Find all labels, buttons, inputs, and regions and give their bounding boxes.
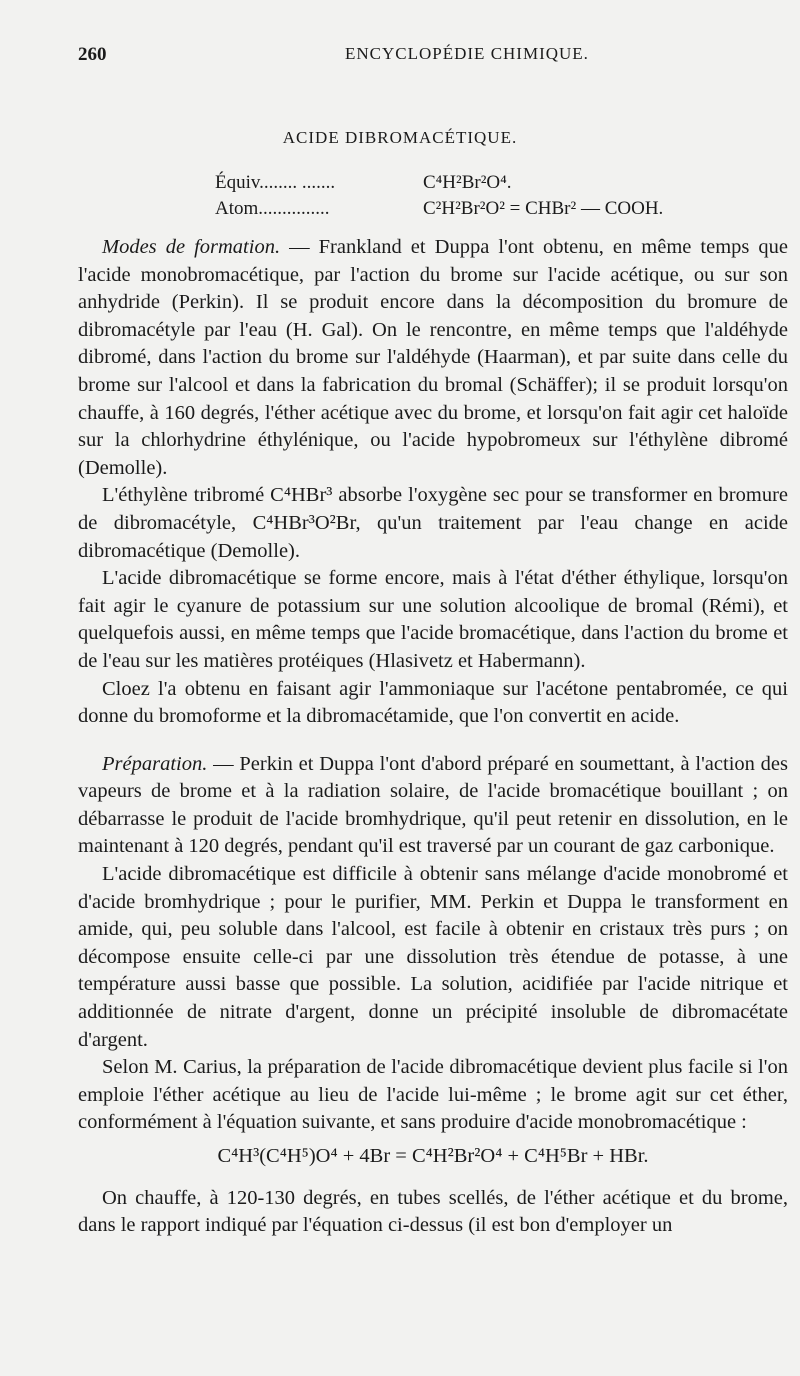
prep-p1-text: — Perkin et Duppa l'ont d'abord préparé en soumettant, à l'action des vapeurs de brome et à la radiation solaire, de l'acide bromacétique bouillant ; on débarrasse le produit de l'acide bromhydrique, qu'il peut retenir en dissolution, en le maintenant à 120 degrés, pendant qu'il est traversé par un courant de gaz carbonique. bbox=[78, 752, 788, 858]
equiv-label: Équiv........ ....... bbox=[215, 172, 336, 193]
modes-paragraph-1 bbox=[78, 234, 788, 482]
modes-section bbox=[78, 234, 788, 1240]
atom-row bbox=[215, 196, 663, 222]
article-title: ACIDE DIBROMACÉTIQUE. bbox=[282, 128, 518, 147]
prep-paragraph-4: On chauffe, à 120-130 degrés, en tubes scellés, de l'éther acétique et du brome, dans le rapport indiqué par l'équation ci-dessus (il est bon d'employer un bbox=[78, 1186, 788, 1237]
section-gap bbox=[78, 731, 788, 751]
modes-paragraph-4: Cloez l'a obtenu en faisant agir l'ammoniaque sur l'acétone pentabromée, ce qui donne du bromoforme et la dibromacétamide, que l'on convertit en acide. bbox=[78, 677, 788, 728]
atom-label: Atom............... bbox=[215, 198, 330, 219]
prep-heading: Préparation. bbox=[102, 752, 208, 775]
prep-paragraph-2: L'acide dibromacétique est difficile à obtenir sans mélange d'acide monobromé et d'acide bromhydrique ; pour le purifier, MM. Perkin et Duppa le transforment en amide, qui, peu soluble dans l'alcool, est facile à obtenir en cristaux très purs ; on décompose ensuite celle-ci par une dissolution très étendue de potasse, à une température aussi basse que possible. La solution, acidifiée par l'acide nitrique et additionnée de nitrate d'argent, donne un précipité insoluble de dibromacétate d'argent. bbox=[78, 863, 788, 1051]
equiv-formula: C⁴H²Br²O⁴. bbox=[423, 172, 512, 193]
formula-block bbox=[215, 170, 663, 222]
atom-formula: C²H²Br²O² = CHBr² — COOH. bbox=[423, 198, 664, 219]
running-title: ENCYCLOPÉDIE CHIMIQUE. bbox=[345, 44, 589, 63]
carius-equation: C⁴H³(C⁴H⁵)O⁴ + 4Br = C⁴H²Br²O⁴ + C⁴H⁵Br + HBr. bbox=[217, 1145, 649, 1167]
page-number: 260 bbox=[78, 44, 107, 65]
modes-p1-text: — Frankland et Duppa l'ont obtenu, en même temps que l'acide monobromacétique, par l'action du brome sur l'acide acétique, ou sur son anhydride (Perkin). Il se produit encore dans la décomposition du bromure de dibromacétyle par l'eau (H. Gal). On le rencontre, en même temps que l'aldéhyde dibromé, dans l'action du brome sur l'aldéhyde (Haarman), et par suite dans celle du brome sur l'alcool et dans la fabrication du bromal (Schäffer); il se produit lorsqu'on chauffe, à 160 degrés, l'éther acétique avec du brome, et lorsqu'on fait agir cet haloïde sur la chlorhydrine éthylénique, ou l'acide hypobromeux sur l'éthylène dibromé (Demolle). bbox=[78, 236, 789, 479]
modes-paragraph-3: L'acide dibromacétique se forme encore, mais à l'état d'éther éthylique, lorsqu'on fait agir le cyanure de potassium sur une solution alcoolique de bromal (Rémi), et quelquefois aussi, en même temps que l'acide bromacétique, dans l'action du brome et de l'eau sur les matières protéiques (Hlasivetz et Habermann). bbox=[78, 567, 788, 672]
page-header bbox=[0, 44, 800, 74]
equiv-row bbox=[215, 170, 663, 196]
prep-paragraph-3: Selon M. Carius, la préparation de l'acide dibromacétique devient plus facile si l'on emploie l'éther acétique au lieu de l'acide lui-même ; le brome agit sur cet éther, conformément à l'équation suivante, et sans produire d'acide monobromacétique : bbox=[78, 1056, 788, 1134]
prep-paragraph-1 bbox=[78, 751, 788, 861]
modes-heading: Modes de formation. bbox=[102, 236, 281, 258]
modes-paragraph-2: L'éthylène tribromé C⁴HBr³ absorbe l'oxygène sec pour se transformer en bromure de dibromacétyle, C⁴HBr³O²Br, qu'un traitement par l'eau change en acide dibromacétique (Demolle). bbox=[78, 484, 788, 562]
